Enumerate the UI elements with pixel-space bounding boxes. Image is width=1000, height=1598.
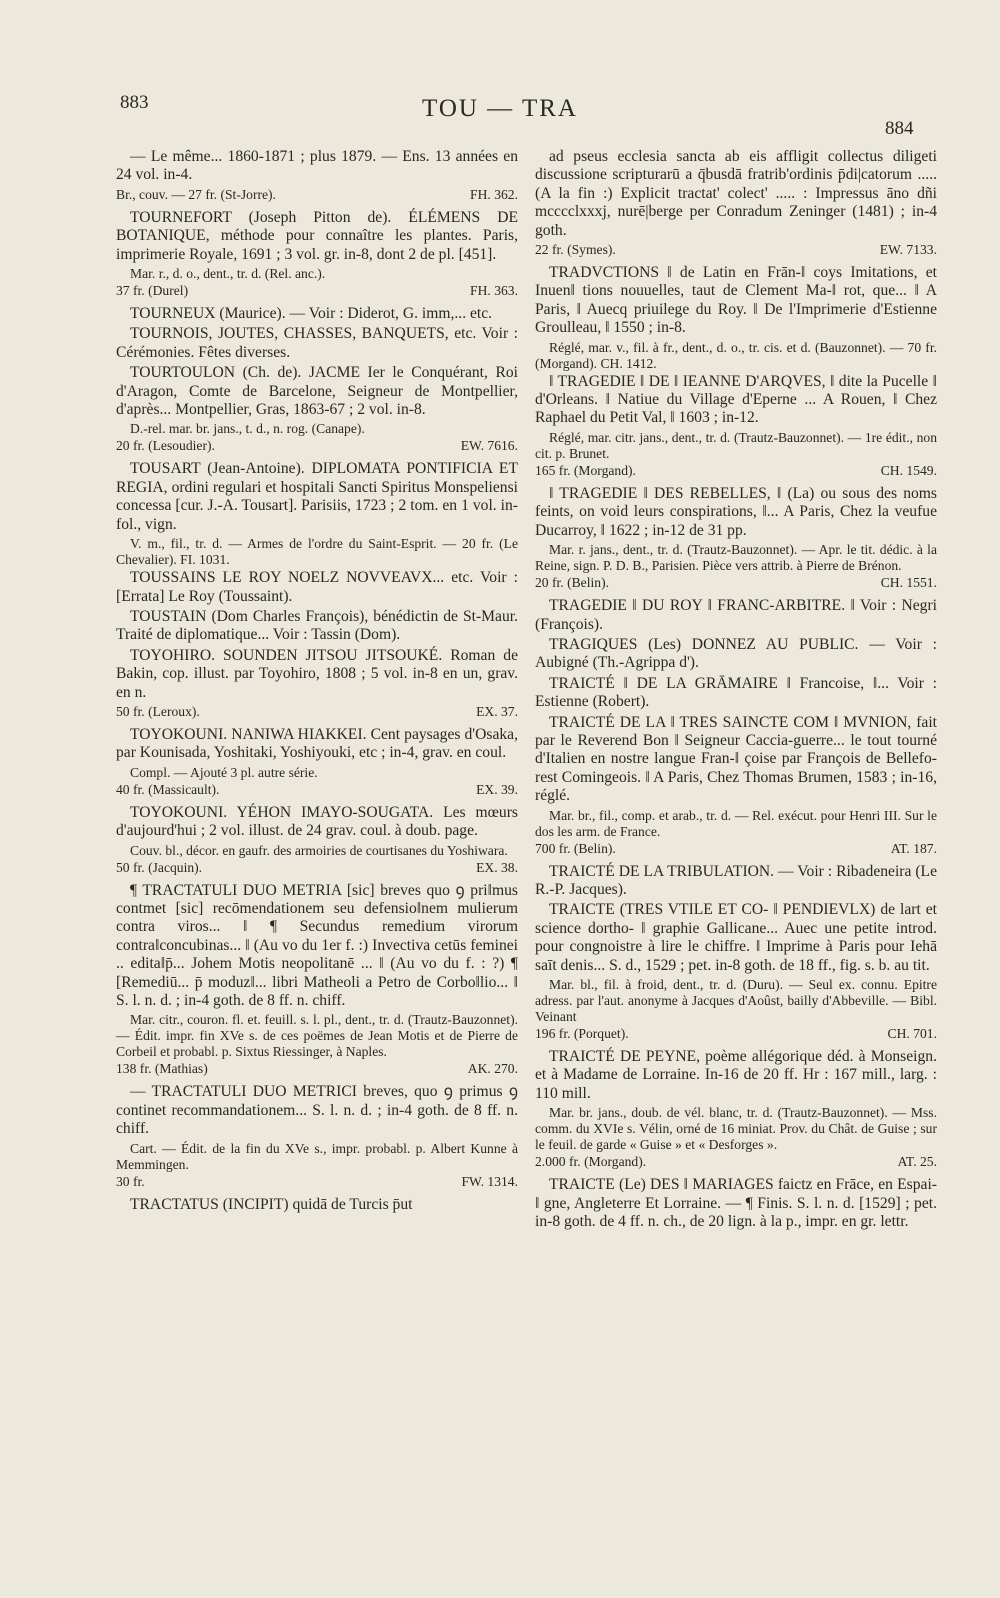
price-line [116, 283, 518, 299]
bibliographic-entry: TRADVCTIONS ‖ de Latin en Frān-‖ coys Imitations, et Inuen‖ tions nouuelles, taut de Clement Ma-‖ rot, que... ‖ A Paris, ‖ Auecq priuilege du Roy. ‖ De l'Imprimerie d'Estienne Groulleau, ‖ 1550 ; in-8. [535, 264, 937, 337]
bibliographic-entry: TRAGIQUES (Les) DONNEZ AU PUBLIC. — Voir : Aubigné (Th.-Agrippa d'). [535, 635, 937, 672]
bibliographic-entry: TRAICTE (TRES VTILE ET CO- ‖ PENDIEVLX) de lart et science dortho- ‖ graphie Gallicane... Auec une petite introd. pour congnoistre à lire le chiffre. ‖ Imprime à Paris pour Iehā saīt denis... S. d., 1529 ; pet. in-8 goth. de 18 ff., fig. s. b. au tit. [535, 901, 937, 974]
bibliographic-entry: TOYOKOUNI. NANIWA HIAKKEI. Cent paysages d'Osaka, par Kounisada, Yoshitaki, Yoshiyouki, etc ; in-4, grav. en coul. [116, 725, 518, 762]
price-text: 50 fr. (Jacquin). [116, 859, 203, 875]
bibliographic-entry: TRAICTE (Le) DES ‖ MARIAGES faictz en Frāce, en Espai-‖ gne, Angleterre Et Lorraine. — ¶ Finis. S. l. n. d. [1529] ; pet. in-8 goth. de 4 ff. n. ch., de 20 lign. à la p., impr. en gr. lettr. [535, 1176, 937, 1231]
price-line [535, 1026, 937, 1042]
price-text: 196 fr. (Porquet). [535, 1026, 629, 1041]
binding-note: D.-rel. mar. br. jans., t. d., n. rog. (Canape). [130, 421, 365, 437]
bibliographic-entry: TOUSSAINS LE ROY NOELZ NOVVEAVX... etc. Voir : [Errata] Le Roy (Toussaint). [116, 569, 518, 605]
bibliographic-entry: ad pseus ecclesia sancta ab eis affligit collectus diligeti discussione scripturarū a q̄busdā fratrib'ordinis p̄di|catorum ..... (A la fin :) Explicit tractat' colect' ..... : Impressus āno dñi mcccclxxxj, nurē|berge per Conradum Zeninger (1481) ; in-4 goth. [535, 148, 937, 239]
catalog-reference: EW. 7133. [879, 242, 937, 258]
bibliographic-entry: TOUSTAIN (Dom Charles François), bénédictin de St-Maur. Traité de diplomatique... Voir : Tassin (Dom). [116, 607, 518, 644]
bibliographic-entry: TRAICTÉ DE LA TRIBULATION. — Voir : Ribadeneira (Le R.-P. Jacques). [535, 862, 937, 898]
left-column [116, 148, 518, 1216]
price-text: Br., couv. — 27 fr. (St-Jorre). [116, 186, 276, 202]
price-text: 50 fr. (Leroux). [116, 703, 200, 719]
bibliographic-entry: TRAICTÉ DE LA ‖ TRES SAINCTE COM ‖ MVNION, fait par le Reverend Bon ‖ Seigneur Caccia-guerre... le tout tourné d'Italien en nostre langue Fran-‖ çoise par François de Bellefo-rest Comingeois. ‖ A Paris, Chez Thomas Brumen, 1583 ; in-16, réglé. [535, 713, 937, 805]
right-column [535, 148, 937, 1233]
bibliographic-entry: — TRACTATULI DUO METRICI breves, quo ꝯ primus ꝯ continet recommandationem... S. l. n. d. ; in-4 goth. de 8 ff. n. chiff. [116, 1083, 518, 1138]
bibliographic-entry: ‖ TRAGEDIE ‖ DE ‖ IEANNE D'ARQVES, ‖ dite la Pucelle ‖ d'Orleans. ‖ Natiue du Village d'Eperne ... A Rouen, ‖ Chez Raphael du Petit Val, ‖ 1603 ; in-12. [535, 372, 937, 427]
page-number-left: 883 [120, 92, 149, 113]
catalog-reference: FW. 1314. [461, 1173, 518, 1189]
bibliographic-entry: ¶ TRACTATULI DUO METRIA [sic] breves quo ꝯ pri‖mus contmet [sic] recōmendationem seu defensio‖nem mulierum contra viros... ‖ ¶ Secundus remedium virorum contra‖concubinas... ‖ (Au vo du 1er f. :) Invectiva cetūs feminei .. edita‖p̄... Johem Motis neopolitanē ... ‖ (Au vo du f. : ?) ¶ [Remediū... p̄ moduz‖... libri Matheoli a Petro de Corbo‖lio... ‖ S. l. n. d. ; in-4 goth. de 8 ff. n. chiff. [116, 881, 518, 1009]
bibliographic-entry: TRAICTÉ ‖ DE LA GRĀMAIRE ‖ Francoise, ‖... Voir : Estienne (Robert). [535, 674, 937, 711]
price-line [535, 575, 937, 591]
price-text: 20 fr. (Lesoudier). [116, 438, 215, 454]
catalog-reference: EX. 37. [476, 703, 518, 719]
binding-note: Mar. r., d. o., dent., tr. d. (Rel. anc.). [130, 266, 326, 282]
catalog-reference: FH. 363. [470, 283, 518, 299]
catalog-reference: EX. 38. [476, 859, 518, 875]
catalog-reference: CH. 701. [887, 1026, 937, 1041]
bibliographic-entry: TOYOKOUNI. YÉHON IMAYO-SOUGATA. Les mœurs d'aujourd'hui ; 2 vol. illust. de 24 grav. coul. à doub. page. [116, 803, 518, 840]
binding-note: Mar. r. jans., dent., tr. d. (Trautz-Bauzonnet). — Apr. le tit. dédic. à la Reine, sign. P. D. B., Parisien. Pièce vers attrib. à Pierre de Brénon. [535, 542, 937, 574]
catalog-reference: EX. 39. [476, 781, 518, 797]
bibliographic-entry: TOURNOIS, JOUTES, CHASSES, BANQUETS, etc. Voir : Cérémonies. Fêtes diverses. [116, 325, 518, 361]
price-text: 700 fr. (Belin). [535, 840, 616, 856]
bibliographic-entry: TOYOHIRO. SOUNDEN JITSOU JITSOUKÉ. Roman de Bakin, cop. illust. par Toyohiro, 1808 ; 5 vol. in-8 en un, grav. en n. [116, 646, 518, 701]
price-line [116, 1174, 518, 1190]
binding-note: Mar. citr., couron. fl. et. feuill. s. l. pl., dent., tr. d. (Trautz-Bauzonnet). — Édit. impr. fin XVe s. de ces poëmes de Jean Motis et de Pierre de Corbeil et probabl. p. Sixtus Riessinger, à Naples. [116, 1012, 518, 1060]
price-text: 22 fr. (Symes). [535, 242, 616, 258]
catalog-reference: FH. 362. [470, 186, 518, 202]
binding-note: Mar. bl., fil. à froid, dent., tr. d. (Duru). — Seul ex. connu. Epitre adress. par l'aut. anonyme à Jacques d'Aoûst, bailly d'Abbeville. — Bibl. Veinant [535, 977, 937, 1024]
price-line [116, 782, 518, 798]
bibliographic-entry: TOURTOULON (Ch. de). JACME Ier le Conquérant, Roi d'Aragon, Comte de Barcelone, Seigneur de Montpellier, d'après... Montpellier, Gras, 1863-67 ; 2 vol. in-8. [116, 364, 518, 419]
price-line [116, 1061, 518, 1077]
price-text: 40 fr. (Massicault). [116, 781, 220, 797]
price-text: 30 fr. [116, 1173, 145, 1189]
binding-note: Réglé, mar. v., fil. à fr., dent., d. o., tr. cis. et d. (Bauzonnet). — 70 fr. (Morgand). CH. 1412. [535, 339, 937, 371]
price-line [535, 463, 937, 479]
bibliographic-entry: TRAICTÉ DE PEYNE, poème allégorique déd. à Monseign. et à Madame de Lorraine. In-16 de 20 ff. Hr : 167 mill., larg. : 110 mill. [535, 1048, 937, 1102]
bibliographic-entry: TOUSART (Jean-Antoine). DIPLOMATA PONTIFICIA ET REGIA, ordini regulari et hospitali Sancti Spiritus Monspeliensi concessa [cur. J.-A. Tousart]. Parisiis, 1723 ; 2 tom. en 1 vol. in-fol., vign. [116, 460, 518, 533]
price-text: 2.000 fr. (Morgand). [535, 1154, 647, 1170]
price-text: 165 fr. (Morgand). [535, 462, 636, 478]
price-text: 37 fr. (Durel) [116, 283, 189, 299]
binding-note: Couv. bl., décor. en gaufr. des armoiries de courtisanes du Yoshiwara. [130, 842, 508, 858]
bibliographic-entry: ‖ TRAGEDIE ‖ DES REBELLES, ‖ (La) ou sous des noms feints, on void leurs conspirations, ‖... A Paris, Chez la veufue Ducarroy, ‖ 1622 ; in-12 de 31 pp. [535, 484, 937, 539]
bibliographic-entry: — Le même... 1860-1871 ; plus 1879. — Ens. 13 années en 24 vol. in-4. [116, 148, 518, 184]
price-line [116, 860, 518, 876]
bibliographic-entry: TOURNEFORT (Joseph Pitton de). ÉLÉMENS DE BOTANIQUE, méthode pour connaître les plantes. Paris, imprimerie Royale, 1691 ; 3 vol. gr. in-8, dont 2 de pl. [451]. [116, 208, 518, 263]
catalog-reference: AT. 25. [897, 1154, 937, 1170]
price-line [116, 438, 518, 454]
catalog-reference: AK. 270. [467, 1061, 518, 1077]
binding-note: Compl. — Ajouté 3 pl. autre série. [130, 764, 318, 780]
binding-note: Cart. — Édit. de la fin du XVe s., impr. probabl. p. Albert Kunne à Memmingen. [116, 1140, 518, 1172]
binding-note: Réglé, mar. citr. jans., dent., tr. d. (Trautz-Bauzonnet). — 1re édit., non cit. p. Brunet. [535, 429, 937, 461]
price-line [116, 704, 518, 720]
bibliographic-entry: TRAGEDIE ‖ DU ROY ‖ FRANC-ARBITRE. ‖ Voir : Negri (François). [535, 597, 937, 633]
catalog-reference: AT. 187. [890, 840, 937, 856]
catalog-reference: EW. 7616. [460, 438, 518, 454]
price-text: 20 fr. (Belin). [535, 575, 609, 591]
price-line [535, 242, 937, 258]
bibliographic-entry: TOURNEUX (Maurice). — Voir : Diderot, G. imm,... etc. [130, 305, 493, 323]
bibliographic-entry: TRACTATUS (INCIPIT) quidā de Turcis p̄ut [130, 1195, 413, 1213]
page-number-right: 884 [885, 118, 914, 139]
running-head: TOU — TRA [422, 95, 578, 122]
catalog-reference: CH. 1549. [880, 462, 937, 478]
binding-note: Mar. br. jans., doub. de vél. blanc, tr. d. (Trautz-Bauzonnet). — Mss. comm. du XVIe s. Vélin, orné de 16 miniat. Prov. du Chât. de Guise ; sur le feuil. de garde « Guise » et « Desforges ». [535, 1105, 937, 1153]
catalog-reference: CH. 1551. [880, 575, 937, 591]
price-text: 138 fr. (Mathias) [116, 1061, 208, 1077]
price-line [535, 841, 937, 857]
price-line [116, 187, 518, 203]
binding-note: V. m., fil., tr. d. — Armes de l'ordre du Saint-Esprit. — 20 fr. (Le Chevalier). FI. 1031. [116, 536, 518, 568]
price-line [535, 1154, 937, 1170]
binding-note: Mar. br., fil., comp. et arab., tr. d. — Rel. exécut. pour Henri III. Sur le dos les arm. de France. [535, 807, 937, 839]
